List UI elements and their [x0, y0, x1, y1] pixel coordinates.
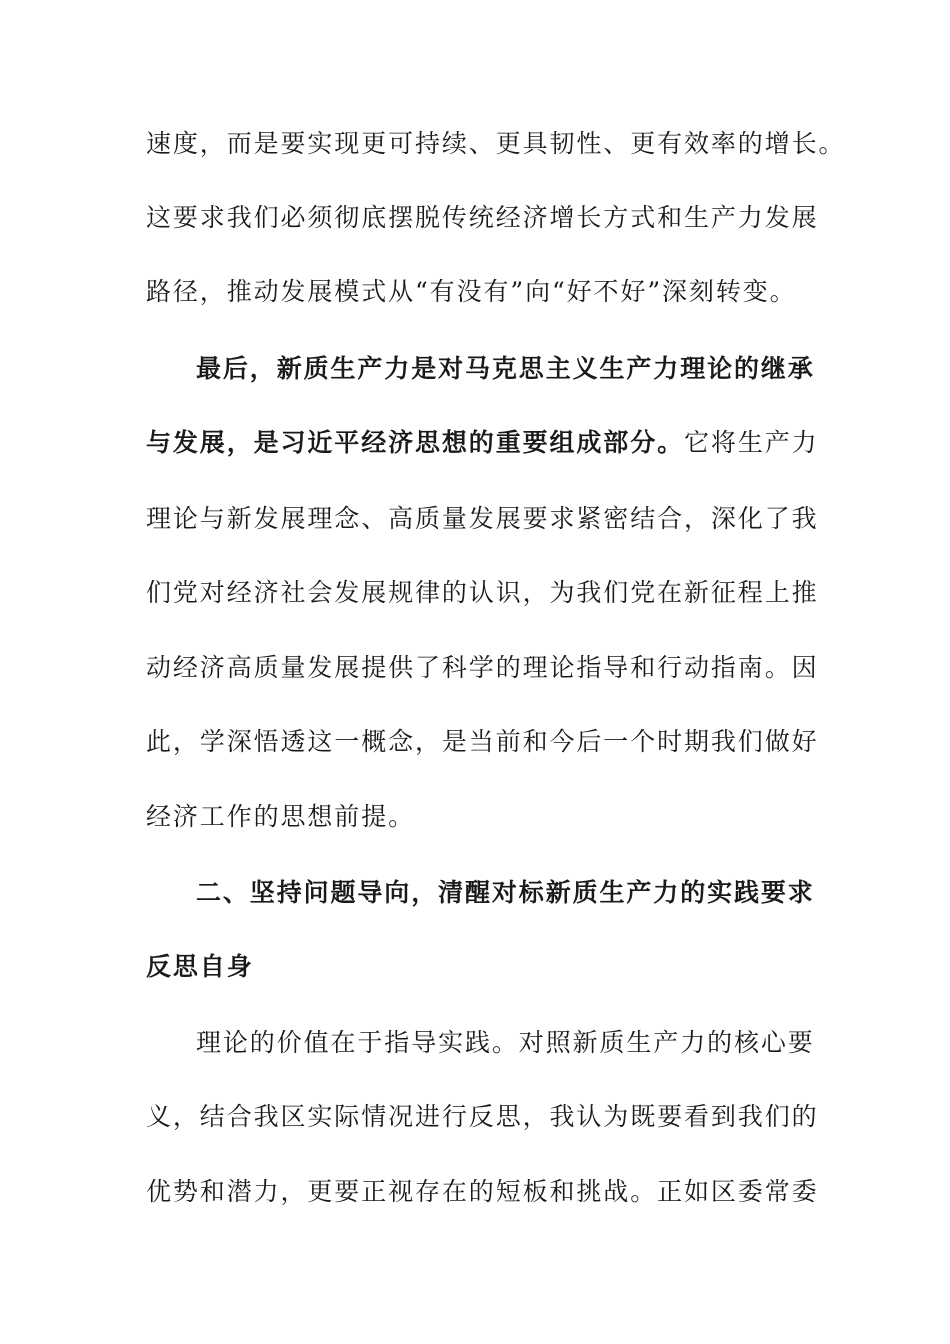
bold-lead-line: 最后，新质生产力是对马克思主义生产力理论的继承	[196, 354, 815, 383]
paragraph-line: 动经济高质量发展提供了科学的理论指导和行动指南。因	[146, 653, 819, 682]
paragraph-line: 们党对经济社会发展规律的认识，为我们党在新征程上推	[146, 578, 819, 607]
paragraph-line: 理论的价值在于指导实践。对照新质生产力的核心要	[196, 1028, 815, 1057]
section-heading-continued: 反思自身	[146, 952, 254, 981]
paragraph-line: 优势和潜力，更要正视存在的短板和挑战。正如区委常委	[146, 1177, 819, 1206]
paragraph-line: 此，学深悟透这一概念，是当前和今后一个时期我们做好	[146, 727, 819, 756]
paragraph-line: 经济工作的思想前提。	[146, 802, 416, 831]
paragraph-text: 它将生产力	[684, 428, 819, 457]
paragraph-line: 理论与新发展理念、高质量发展要求紧密结合，深化了我	[146, 504, 819, 533]
section-heading: 二、坚持问题导向，清醒对标新质生产力的实践要求	[196, 878, 815, 907]
paragraph-line: 速度，而是要实现更可持续、更具韧性、更有效率的增长。	[146, 129, 846, 158]
bold-lead-text: 与发展，是习近平经济思想的重要组成部分。	[146, 428, 685, 457]
paragraph-line: 义，结合我区实际情况进行反思，我认为既要看到我们的	[146, 1102, 819, 1131]
paragraph-line: 路径，推动发展模式从“有没有”向“好不好”深刻转变。	[146, 277, 797, 306]
paragraph-line: 这要求我们必须彻底摆脱传统经济增长方式和生产力发展	[146, 203, 819, 232]
mixed-line	[146, 423, 819, 463]
